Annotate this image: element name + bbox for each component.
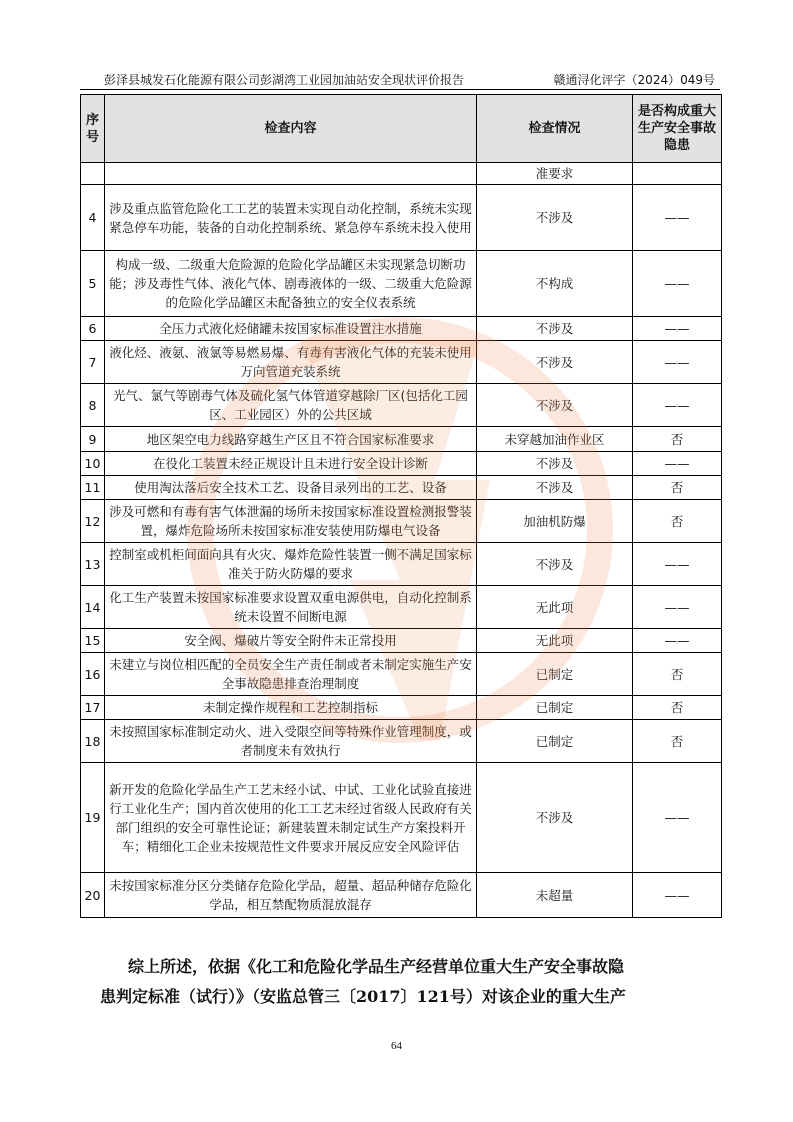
table-row [81, 341, 722, 384]
cell-no: 13 [81, 543, 105, 586]
page-number: 64 [391, 1040, 402, 1052]
cell-content: 未按国家标准分区分类储存危险化学品，超量、超品种储存危险化学品，相互禁配物质混放混存 [105, 873, 477, 918]
cell-no: 18 [81, 720, 105, 763]
cell-major-hazard: —— [633, 185, 722, 251]
cell-major-hazard: —— [633, 543, 722, 586]
cell-content: 涉及可燃和有毒有害气体泄漏的场所未按国家标准设置检测报警装置，爆炸危险场所未按国家标准安装使用防爆电气设备 [105, 500, 477, 543]
cell-content: 全压力式液化烃储罐未按国家标准设置注水措施 [105, 317, 477, 341]
cell-no: 4 [81, 185, 105, 251]
cell-major-hazard: —— [633, 341, 722, 384]
cell-content: 新开发的危险化学品生产工艺未经小试、中试、工业化试验直接进行工业化生产；国内首次使用的化工工艺未经过省级人民政府有关部门组织的安全可靠性论证；新建装置未制定试生产方案投料开车；精细化工企业未按规范性文件要求开展反应安全风险评估 [105, 763, 477, 873]
cell-no: 9 [81, 427, 105, 452]
cell-no: 5 [81, 251, 105, 317]
summary-line-2: 患判定标准（试行）》（安监总管三〔2017〕121号）对该企业的重大生产 [100, 987, 626, 1006]
table-row [81, 720, 722, 763]
cell-status: 已制定 [477, 720, 633, 763]
cell-major-hazard: —— [633, 873, 722, 918]
table-row [81, 873, 722, 918]
table-row [81, 384, 722, 427]
cell-content: 未按照国家标准制定动火、进入受限空间等特殊作业管理制度，或者制度未有效执行 [105, 720, 477, 763]
cell-no: 11 [81, 476, 105, 500]
cell-status: 不构成 [477, 251, 633, 317]
cell-major-hazard: —— [633, 452, 722, 476]
cell-content: 在役化工装置未经正规设计且未进行安全设计诊断 [105, 452, 477, 476]
table-row [81, 163, 722, 185]
cell-major-hazard: —— [633, 317, 722, 341]
cell-status: 已制定 [477, 653, 633, 696]
cell-major-hazard: 否 [633, 653, 722, 696]
header-report-title: 彭泽县城发石化能源有限公司彭湖湾工业园加油站安全现状评价报告 [104, 73, 465, 87]
cell-content: 构成一级、二级重大危险源的危险化学品罐区未实现紧急切断功能；涉及毒性气体、液化气体、剧毒液体的一级、二级重大危险源的危险化学品罐区未配备独立的安全仪表系统 [105, 251, 477, 317]
table-row [81, 629, 722, 653]
table-header [81, 95, 722, 163]
cell-content: 液化烃、液氨、液氯等易燃易爆、有毒有害液化气体的充装未使用万向管道充装系统 [105, 341, 477, 384]
cell-status: 无此项 [477, 629, 633, 653]
cell-major-hazard: —— [633, 384, 722, 427]
cell-status: 准要求 [477, 163, 633, 185]
cell-major-hazard: 否 [633, 500, 722, 543]
cell-major-hazard: —— [633, 586, 722, 629]
header-report-number: 赣通浔化评字（2024）049号 [553, 73, 715, 87]
cell-no: 7 [81, 341, 105, 384]
table-body [81, 163, 722, 918]
cell-status: 不涉及 [477, 763, 633, 873]
table-row [81, 476, 722, 500]
table-row [81, 500, 722, 543]
cell-major-hazard: —— [633, 629, 722, 653]
cell-major-hazard: 否 [633, 696, 722, 720]
cell-no: 19 [81, 763, 105, 873]
table-row [81, 653, 722, 696]
cell-status: 无此项 [477, 586, 633, 629]
cell-major-hazard: —— [633, 763, 722, 873]
cell-no: 17 [81, 696, 105, 720]
cell-content: 未制定操作规程和工艺控制指标 [105, 696, 477, 720]
cell-status: 不涉及 [477, 543, 633, 586]
table-row [81, 251, 722, 317]
table-row [81, 185, 722, 251]
cell-status: 不涉及 [477, 384, 633, 427]
cell-content: 光气、氯气等剧毒气体及硫化氢气体管道穿越除厂区(包括化工园区、工业园区）外的公共区域 [105, 384, 477, 427]
cell-no: 8 [81, 384, 105, 427]
table-row [81, 452, 722, 476]
cell-content: 安全阀、爆破片等安全附件未正常投用 [105, 629, 477, 653]
cell-status: 未超量 [477, 873, 633, 918]
cell-status: 未穿越加油作业区 [477, 427, 633, 452]
cell-status: 不涉及 [477, 341, 633, 384]
cell-no: 20 [81, 873, 105, 918]
table-row [81, 427, 722, 452]
cell-content: 控制室或机柜间面向具有火灾、爆炸危险性装置一侧不满足国家标准关于防火防爆的要求 [105, 543, 477, 586]
cell-major-hazard: 否 [633, 427, 722, 452]
cell-major-hazard: 否 [633, 720, 722, 763]
column-header-status: 检查情况 [477, 95, 633, 163]
column-header-major-hazard: 是否构成重大生产安全事故隐患 [633, 95, 722, 163]
column-header-no: 序号 [81, 95, 105, 163]
cell-no: 10 [81, 452, 105, 476]
cell-major-hazard: —— [633, 251, 722, 317]
cell-no: 6 [81, 317, 105, 341]
cell-no [81, 163, 105, 185]
cell-no: 15 [81, 629, 105, 653]
cell-status: 加油机防爆 [477, 500, 633, 543]
cell-content: 涉及重点监管危险化工工艺的装置未实现自动化控制，系统未实现紧急停车功能，装备的自动化控制系统、紧急停车系统未投入使用 [105, 185, 477, 251]
cell-content: 未建立与岗位相匹配的全员安全生产责任制或者未制定实施生产安全事故隐患排查治理制度 [105, 653, 477, 696]
table-row [81, 543, 722, 586]
cell-status: 不涉及 [477, 317, 633, 341]
table-row [81, 696, 722, 720]
cell-no: 16 [81, 653, 105, 696]
cell-status: 不涉及 [477, 185, 633, 251]
column-header-content: 检查内容 [105, 95, 477, 163]
inspection-table [80, 94, 722, 918]
table-row [81, 586, 722, 629]
summary-paragraph [100, 952, 730, 1012]
cell-no: 14 [81, 586, 105, 629]
cell-content: 使用淘汰落后安全技术工艺、设备目录列出的工艺、设备 [105, 476, 477, 500]
cell-status: 不涉及 [477, 452, 633, 476]
cell-status: 已制定 [477, 696, 633, 720]
cell-major-hazard [633, 163, 722, 185]
cell-content: 化工生产装置未按国家标准要求设置双重电源供电，自动化控制系统未设置不间断电源 [105, 586, 477, 629]
cell-content: 地区架空电力线路穿越生产区且不符合国家标准要求 [105, 427, 477, 452]
table-row [81, 317, 722, 341]
summary-line-1: 综上所述，依据《化工和危险化学品生产经营单位重大生产安全事故隐 [128, 957, 625, 976]
cell-status: 不涉及 [477, 476, 633, 500]
header-divider [80, 89, 720, 90]
cell-major-hazard: 否 [633, 476, 722, 500]
cell-content [105, 163, 477, 185]
cell-no: 12 [81, 500, 105, 543]
table-row [81, 763, 722, 873]
